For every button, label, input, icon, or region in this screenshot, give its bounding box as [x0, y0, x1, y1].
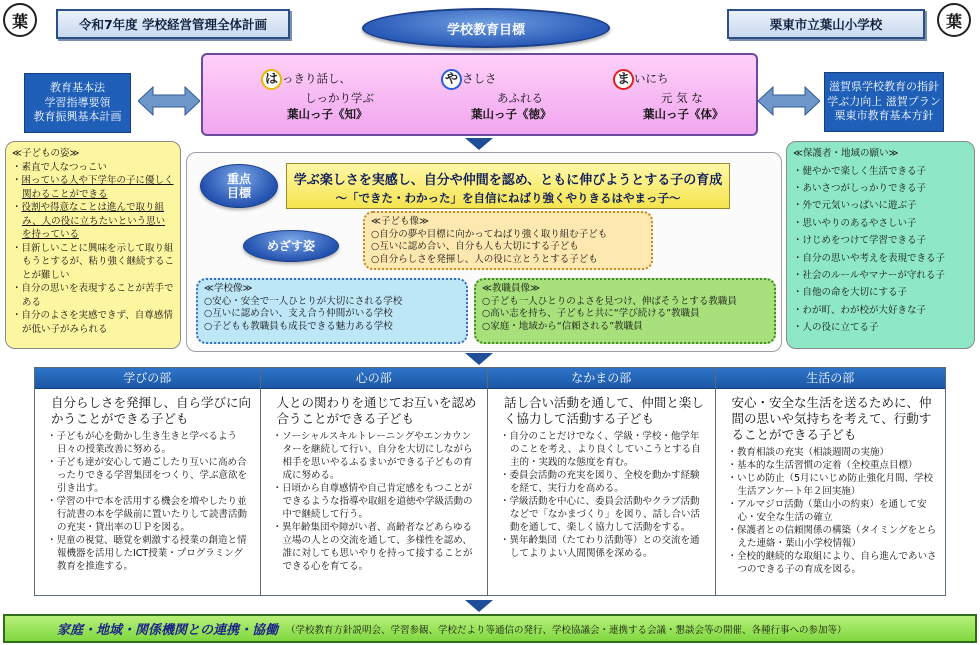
down-arrow-3 — [465, 600, 493, 612]
emblem-text: 葉 — [945, 11, 962, 31]
section-list — [716, 446, 946, 576]
target-label: めざす姿 — [266, 239, 315, 253]
child-image-title: ≪子ども像≫ — [371, 216, 429, 227]
list-item: ・教育相談の充実（相談週間の実施） — [727, 447, 890, 458]
list-item: ○子どもも教職員も成長できる魅力ある学校 — [204, 320, 393, 332]
children-list — [12, 161, 174, 337]
list-item: ・けじめをつけて学習できる子 — [793, 235, 927, 247]
goal-label: 葉山っ子《体》 — [643, 107, 724, 121]
section-friends — [488, 368, 716, 595]
staff-image-title: ≪教職員像≫ — [482, 283, 540, 294]
emblem-text: 葉 — [11, 11, 28, 31]
plan-title-box — [56, 9, 290, 39]
double-arrow-left — [138, 86, 200, 116]
list-item: ・人の役に立てる子 — [793, 322, 879, 334]
goal-line: 元 気 な — [661, 91, 703, 105]
list-item: ・自分のよさを実感できず、自尊感情が低い子がみられる — [12, 310, 173, 335]
goal-line: っきり話し、 — [282, 71, 351, 86]
list-item: ・自分のことだけでなく、学級・学校・他学年のことを考え、より良くしていこうとする自主的・実践的な態度を育む。 — [500, 431, 701, 468]
wishes-box-title: ≪保護者・地域の願い≫ — [793, 148, 899, 159]
list-item: ○自分の夢や目標に向かってねばり強く取り組む子ども — [371, 228, 608, 240]
wishes-list — [793, 163, 968, 337]
goal-initial-ma: ま — [613, 69, 634, 90]
double-arrow-right — [758, 86, 820, 116]
list-item: ・子どもが心を動かし生き生きと学べるよう日々の授業改善に努める。 — [47, 431, 238, 455]
list-item: ○家庭・地域から“信頼される”教職員 — [482, 320, 643, 332]
school-emblem-right — [937, 3, 971, 37]
list-item: ・健やかで楽しく生活できる子 — [793, 165, 927, 177]
list-item: ・委員会活動の充実を図り、全校を動かす経験を経て、実行力を高める。 — [500, 470, 700, 494]
list-item: ・ソーシャルスキルトレーニングやエンカウンターを継続して行い、自分を大切にしながら相手を思いやるふるまいができる子どもの育成に努める。 — [272, 431, 473, 481]
list-item: ・自分の思いを表現することが苦手である — [12, 283, 174, 308]
list-item: ・困っている人や下学年の子に優しく関わることができる — [12, 175, 174, 200]
section-header: なかまの部 — [488, 368, 715, 389]
list-item: ・思いやりのあるやさしい子 — [793, 217, 917, 229]
section-heart — [261, 368, 489, 595]
school-goals-panel — [201, 53, 758, 136]
goal-line: あふれる — [497, 91, 543, 105]
plan-title: 令和7年度 学校経営管理全体計画 — [78, 17, 268, 32]
basis-line: 学習指導要領 — [44, 95, 111, 109]
goal-label: 葉山っ子《知》 — [287, 107, 368, 121]
section-header: 心の部 — [261, 368, 488, 389]
section-life — [716, 368, 946, 595]
goal-virtue — [441, 69, 591, 122]
goal-knowledge — [261, 69, 411, 122]
parents-wishes-box — [786, 141, 975, 349]
school-goal-title: 学校教育目標 — [446, 22, 525, 38]
list-item: ・異年齢集団（たてわり活動等）との交流を通してよりよい人間関係を深める。 — [500, 535, 700, 559]
child-image-box — [363, 211, 653, 270]
sections-table — [34, 367, 946, 596]
section-title: 自分らしさを発揮し、自ら学びに向かうことができる子ども — [51, 395, 252, 426]
section-header: 学びの部 — [35, 368, 260, 389]
school-name: 栗東市立葉山小学校 — [769, 17, 883, 32]
section-list — [261, 430, 488, 573]
section-learning — [35, 368, 261, 595]
priority-label: 目標 — [226, 186, 251, 200]
list-item: ○互いに認め合い、支え合う仲間がいる学校 — [204, 308, 393, 319]
list-item: ・自他の命を大切にする子 — [793, 287, 908, 299]
footer-title: 家庭・地域・関係機関との連携・協働 — [57, 623, 279, 638]
list-item: ・全校的継続的な取組により、自ら進んであいさつのできる子の育成を図る。 — [727, 551, 937, 575]
goal-line: さしさ — [462, 71, 497, 86]
basis-line: 教育基本法 — [50, 81, 105, 95]
list-item: ・学級活動を中心に、委員会活動やクラブ活動などで「なかまづくり」を図り、話し合い活動を通して、楽しく協力して活動をする。 — [500, 496, 701, 533]
list-item: ・基本的な生活習慣の定着（全校重点目標） — [727, 460, 918, 471]
list-item: ・素直で人なつっこい — [12, 161, 107, 173]
list-item: ・異年齢集団や障がい者、高齢者などあらゆる立場の人との交流を通して、多様性を認め、誰に対しても思いやりを持って接することができる心を育てる。 — [272, 522, 473, 572]
list-item: ・外で元気いっぱいに遊ぶ子 — [793, 200, 917, 212]
school-name-box — [727, 9, 925, 39]
community-collaboration-bar — [3, 614, 977, 643]
list-item: ・わが町、わが校が大好きな子 — [793, 304, 927, 316]
list-item: ・目新しいことに興味を示して取り組もうとするが、粘り強く継続することが難しい — [12, 242, 175, 281]
list-item: ・社会のルールやマナーが守れる子 — [793, 269, 945, 281]
national-basis-box — [24, 73, 131, 133]
footer-detail: （学校教育方針説明会、学習参観、学校だより等通信の発行、学校協議会・連携する会議・懇談会等の開催、各種行事への参加等） — [286, 624, 847, 636]
list-item: ・児童の視覚、聴覚を刺激する授業の創造と情報機器を活用したICT授業・プログラミング教育を推進する。 — [47, 535, 247, 572]
list-item: ○子ども一人ひとりのよさを見つけ、伸ばそうとする教職員 — [482, 295, 737, 307]
down-arrow-2 — [465, 353, 493, 365]
prefecture-basis-box — [824, 72, 944, 132]
school-goal-oval — [362, 8, 610, 48]
list-item: ・いじめ防止（5月にいじめ防止強化月間、学校生活アンケート年２回実施） — [727, 473, 934, 497]
section-title: 人との関わりを通じてお互いを認め合うことができる子ども — [276, 395, 477, 426]
priority-label: 重点 — [226, 172, 251, 186]
goal-line: しっかり学ぶ — [305, 91, 374, 105]
priority-goal-text: 学ぶ楽しさを実感し、自分や仲間を認め、ともに伸びようとする子の育成 — [293, 173, 723, 188]
goal-initial-ha: は — [261, 69, 282, 90]
priority-goal-subtext: ～「できた・わかった」を自信にねばり強くやりきるはやまっ子～ — [335, 191, 681, 205]
children-profile-box — [5, 141, 181, 349]
basis-line: 学ぶ力向上 滋賀プラン — [827, 94, 941, 108]
goal-line: いにち — [634, 71, 669, 86]
list-item: ○互いに認め合い、自分も人も大切にする子ども — [371, 241, 579, 252]
list-item: ・学習の中で本を活用する機会を増やしたり並行読書の本を学級前に置いたりして読書活動の充実・貸出率のＵＰを図る。 — [47, 496, 248, 533]
list-item: ・日頃から自尊感情や自己肯定感をもつことができるような指導や取組を道徳や学級活動の中で継続して行う。 — [272, 483, 473, 520]
priority-label-oval — [200, 164, 278, 208]
section-list — [35, 430, 260, 573]
section-header: 生活の部 — [716, 368, 946, 389]
priority-goal-box — [286, 163, 730, 209]
goal-label: 葉山っ子《徳》 — [471, 107, 552, 121]
list-item: ○自分らしさを発揮し、人の役に立とうとする子ども — [371, 253, 598, 265]
list-item: ・自分の思いや考えを表現できる子 — [793, 252, 946, 264]
target-label-oval — [243, 230, 339, 262]
list-item: ・子ども達が安心して過ごしたり互いに高め合ったりできる学習集団をつくり、学ぶ意欲を引き出す。 — [47, 457, 248, 494]
school-emblem-left — [3, 3, 37, 37]
list-item: ○安心・安全で一人ひとりが大切にされる学校 — [204, 295, 403, 307]
basis-line: 滋賀県学校教育の指針 — [829, 80, 939, 94]
children-box-title: ≪子どもの姿≫ — [12, 148, 80, 159]
list-item: ・アルマジロ活動（葉山小の約束）を通して安心・安全な生活の確立 — [727, 499, 927, 523]
school-image-box — [196, 278, 468, 344]
list-item: ・あいさつがしっかりできる子 — [793, 182, 927, 194]
basis-line: 教育振興基本計画 — [33, 110, 122, 124]
basis-line: 栗東市教育基本方針 — [834, 109, 934, 123]
section-title: 安心・安全な生活を送るために、仲間の思いや気持ちを考えて、行動することができる子ども — [731, 395, 932, 442]
goal-body — [613, 69, 753, 122]
list-item: ・役割や得意なことは進んで取り組み、人の役に立ちたいという思いを持っている — [12, 202, 166, 240]
school-image-title: ≪学校像≫ — [204, 283, 253, 294]
list-item: ○高い志を持ち、子どもと共に“学び続ける”教職員 — [482, 308, 700, 319]
down-arrow-1 — [465, 138, 493, 150]
list-item: ・保護者との信頼関係の構築（タイミングをとらえた連絡・葉山小学校情報） — [727, 525, 937, 549]
section-list — [488, 430, 715, 560]
staff-image-box — [474, 278, 776, 344]
section-title: 話し合い活動を通して、仲間と楽しく協力して活動する子ども — [504, 395, 704, 426]
goal-initial-ya: や — [441, 69, 462, 90]
